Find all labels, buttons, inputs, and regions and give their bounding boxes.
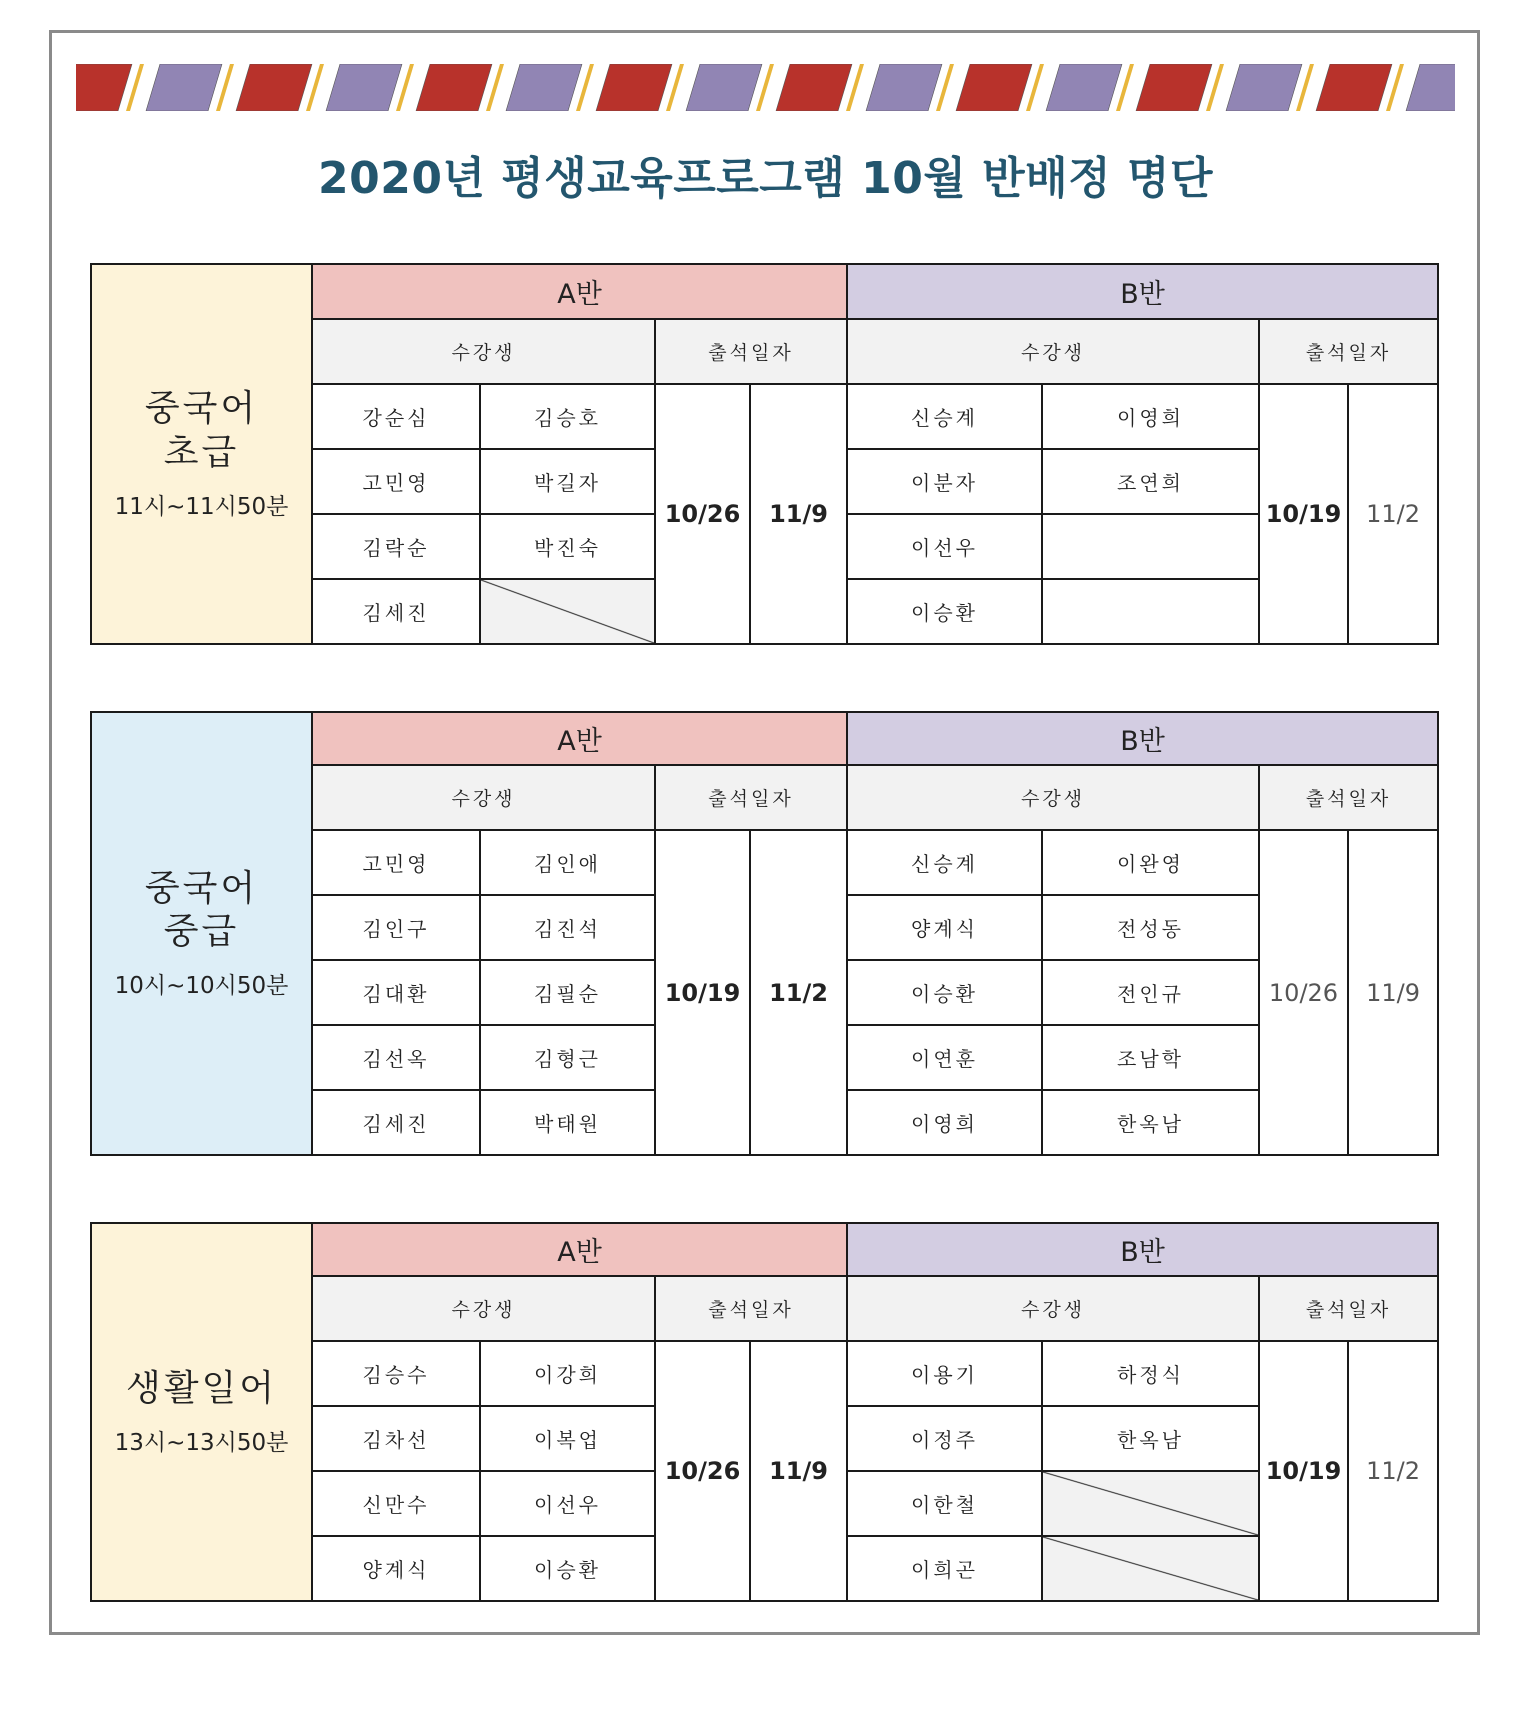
class-a-students-label: 수강생 [312, 1276, 655, 1341]
class-a-date: 10/19 [655, 830, 750, 1155]
stripe-purple-tile [146, 64, 222, 111]
class-a-date: 11/9 [750, 384, 847, 644]
student-name: 이선우 [480, 1471, 655, 1536]
class-a-date: 10/26 [655, 1341, 750, 1601]
stripe-red-tile [776, 64, 852, 111]
course-name: 생활일어 [125, 1368, 278, 1410]
student-name: 김승수 [312, 1341, 480, 1406]
class-b-dates-label: 출석일자 [1259, 1276, 1438, 1341]
stripe-red-tile [1136, 64, 1212, 111]
empty-name-cell [1042, 579, 1259, 644]
student-name: 이완영 [1042, 830, 1259, 895]
student-name: 김진석 [480, 895, 655, 960]
class-b-dates-label: 출석일자 [1259, 765, 1438, 830]
student-name: 조연희 [1042, 449, 1259, 514]
student-name: 이선우 [847, 514, 1042, 579]
course-label-cell [91, 712, 312, 1155]
student-name: 하정식 [1042, 1341, 1259, 1406]
student-name: 김세진 [312, 579, 480, 644]
stripe-purple-tile [1406, 64, 1455, 111]
student-name: 한옥남 [1042, 1406, 1259, 1471]
stripe-purple-tile [866, 64, 942, 111]
student-name: 박길자 [480, 449, 655, 514]
class-a-date: 11/9 [750, 1341, 847, 1601]
student-name: 이한철 [847, 1471, 1042, 1536]
student-name: 이용기 [847, 1341, 1042, 1406]
student-name: 신승계 [847, 830, 1042, 895]
empty-slot-cell [1042, 1536, 1259, 1601]
class-b-header: B반 [847, 712, 1438, 765]
stripe-red-tile [1316, 64, 1392, 111]
student-name: 전인규 [1042, 960, 1259, 1025]
student-name: 김인애 [480, 830, 655, 895]
student-name: 김차선 [312, 1406, 480, 1471]
student-name: 이승환 [847, 579, 1042, 644]
student-name: 김락순 [312, 514, 480, 579]
student-name: 이복업 [480, 1406, 655, 1471]
class-a-students-label: 수강생 [312, 765, 655, 830]
student-name: 김선옥 [312, 1025, 480, 1090]
student-name: 김대환 [312, 960, 480, 1025]
class-a-students-label: 수강생 [312, 319, 655, 384]
class-a-date: 10/26 [655, 384, 750, 644]
student-name: 이정주 [847, 1406, 1042, 1471]
course-label-cell [91, 264, 312, 644]
student-name: 김승호 [480, 384, 655, 449]
schedule-table [90, 263, 1439, 645]
student-name: 이영희 [847, 1090, 1042, 1155]
student-name: 이승환 [847, 960, 1042, 1025]
class-b-students-label: 수강생 [847, 1276, 1259, 1341]
decorative-stripe-banner [76, 64, 1455, 111]
class-a-dates-label: 출석일자 [655, 765, 847, 830]
student-name: 박태원 [480, 1090, 655, 1155]
class-a-date: 11/2 [750, 830, 847, 1155]
course-name: 중국어 [144, 867, 259, 909]
empty-name-cell [1042, 514, 1259, 579]
student-name: 박진숙 [480, 514, 655, 579]
class-b-date: 11/2 [1348, 1341, 1438, 1601]
student-name: 김필순 [480, 960, 655, 1025]
student-name: 김세진 [312, 1090, 480, 1155]
class-a-header: A반 [312, 1223, 847, 1276]
stripe-purple-tile [326, 64, 402, 111]
student-name: 이분자 [847, 449, 1042, 514]
class-b-students-label: 수강생 [847, 765, 1259, 830]
student-name: 양계식 [312, 1536, 480, 1601]
student-name: 고민영 [312, 830, 480, 895]
stripe-purple-tile [506, 64, 582, 111]
student-name: 양계식 [847, 895, 1042, 960]
class-b-date: 11/9 [1348, 830, 1438, 1155]
student-name: 김형근 [480, 1025, 655, 1090]
student-name: 고민영 [312, 449, 480, 514]
student-name: 신만수 [312, 1471, 480, 1536]
empty-slot-cell [1042, 1471, 1259, 1536]
class-b-students-label: 수강생 [847, 319, 1259, 384]
student-name: 이강희 [480, 1341, 655, 1406]
course-time: 10시~10시50분 [114, 973, 289, 1000]
course-level: 초급 [163, 431, 240, 473]
student-name: 강순심 [312, 384, 480, 449]
student-name: 조남학 [1042, 1025, 1259, 1090]
class-b-header: B반 [847, 264, 1438, 319]
page-title: 2020년 평생교육프로그램 10월 반배정 명단 [317, 153, 1214, 204]
class-a-dates-label: 출석일자 [655, 319, 847, 384]
class-b-date: 10/19 [1259, 384, 1348, 644]
student-name: 전성동 [1042, 895, 1259, 960]
stripe-red-tile [956, 64, 1032, 111]
class-a-header: A반 [312, 264, 847, 319]
course-level: 중급 [163, 911, 240, 953]
schedule-table [90, 711, 1439, 1156]
course-label-cell [91, 1223, 312, 1601]
student-name: 신승계 [847, 384, 1042, 449]
stripe-red-tile [236, 64, 312, 111]
course-time: 11시~11시50분 [114, 493, 289, 520]
course-time: 13시~13시50분 [114, 1429, 289, 1456]
student-name: 김인구 [312, 895, 480, 960]
stripe-purple-tile [1226, 64, 1302, 111]
class-a-dates-label: 출석일자 [655, 1276, 847, 1341]
class-b-header: B반 [847, 1223, 1438, 1276]
stripe-red-tile [596, 64, 672, 111]
class-b-date: 10/26 [1259, 830, 1348, 1155]
student-name: 이희곤 [847, 1536, 1042, 1601]
student-name: 이영희 [1042, 384, 1259, 449]
class-b-date: 10/19 [1259, 1341, 1348, 1601]
schedule-table [90, 1222, 1439, 1602]
stripe-red-tile [416, 64, 492, 111]
class-b-dates-label: 출석일자 [1259, 319, 1438, 384]
stripe-red-tile [76, 64, 132, 111]
course-name: 중국어 [144, 388, 259, 430]
student-name: 이승환 [480, 1536, 655, 1601]
student-name: 이연훈 [847, 1025, 1042, 1090]
stripe-purple-tile [686, 64, 762, 111]
class-b-date: 11/2 [1348, 384, 1438, 644]
class-a-header: A반 [312, 712, 847, 765]
stripe-purple-tile [1046, 64, 1122, 111]
empty-slot-cell [480, 579, 655, 644]
student-name: 한옥남 [1042, 1090, 1259, 1155]
